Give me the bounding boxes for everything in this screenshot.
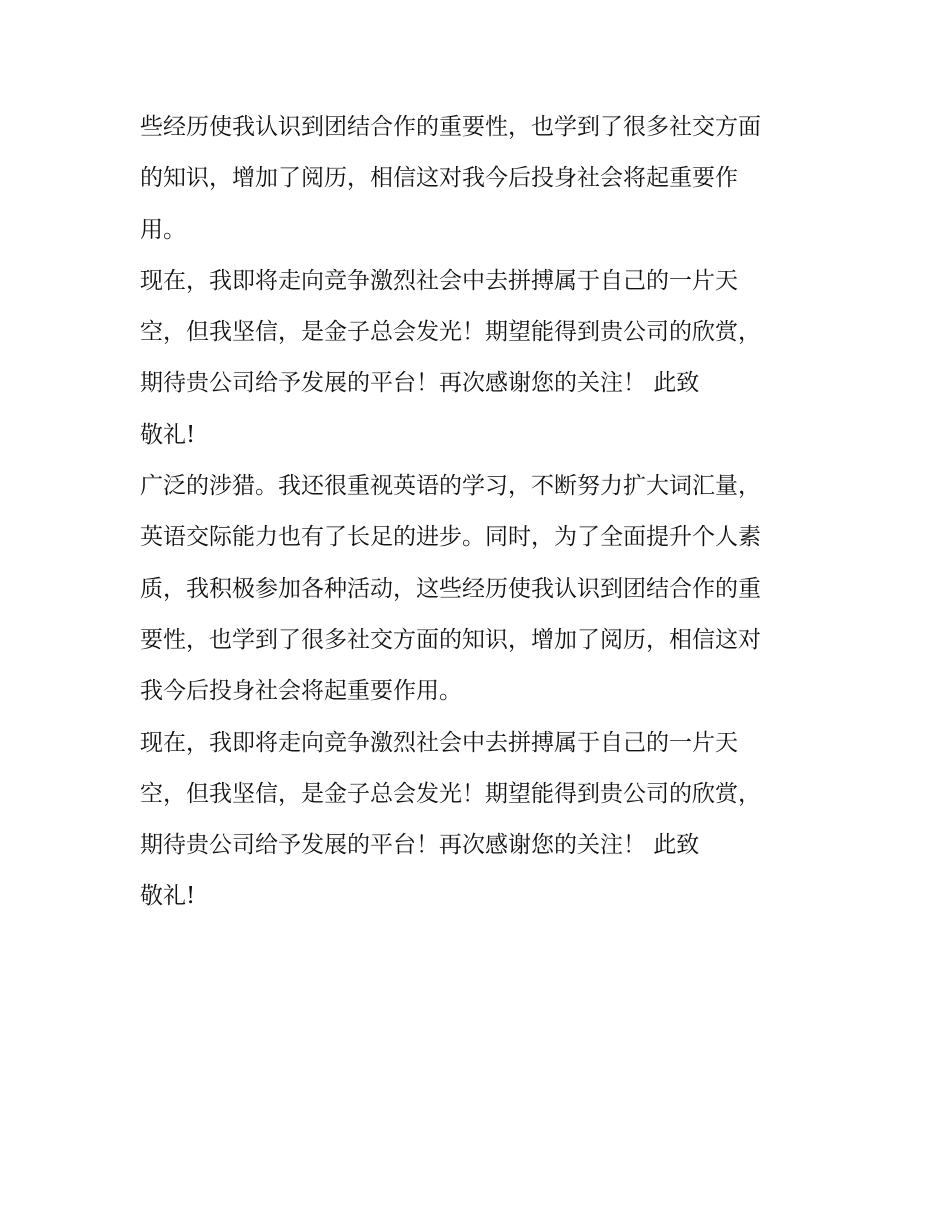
text-line: 英语交际能力也有了长足的进步。同时，为了全面提升个人素: [140, 524, 761, 551]
text-line: 空，但我坚信，是金子总会发光！期望能得到贵公司的欣赏，: [140, 319, 761, 346]
text-line: 敬礼!: [140, 883, 196, 910]
text-line: 的知识，增加了阅历，相信这对我今后投身社会将起重要作: [140, 165, 738, 192]
text-line: 期待贵公司给予发展的平台！再次感谢您的关注！ 此致: [140, 370, 700, 397]
text-line: 敬礼!: [140, 421, 196, 448]
text-line: 质，我积极参加各种活动，这些经历使我认识到团结合作的重: [140, 575, 761, 602]
text-line: 我今后投身社会将起重要作用。: [140, 678, 462, 705]
text-line: 现在，我即将走向竞争激烈社会中去拼搏属于自己的一片天: [140, 729, 738, 756]
text-line: 些经历使我认识到团结合作的重要性，也学到了很多社交方面: [140, 114, 761, 140]
body-text: [140, 102, 820, 923]
text-line: 空，但我坚信，是金子总会发光！期望能得到贵公司的欣赏，: [140, 780, 761, 807]
text-line: 广泛的涉猎。我还很重视英语的学习，不断努力扩大词汇量，: [140, 473, 761, 500]
text-line: 要性，也学到了很多社交方面的知识，增加了阅历，相信这对: [140, 626, 761, 653]
text-line: 现在，我即将走向竞争激烈社会中去拼搏属于自己的一片天: [140, 267, 738, 294]
text-line: 用。: [140, 216, 186, 243]
text-line: 期待贵公司给予发展的平台！再次感谢您的关注！ 此致: [140, 832, 700, 859]
